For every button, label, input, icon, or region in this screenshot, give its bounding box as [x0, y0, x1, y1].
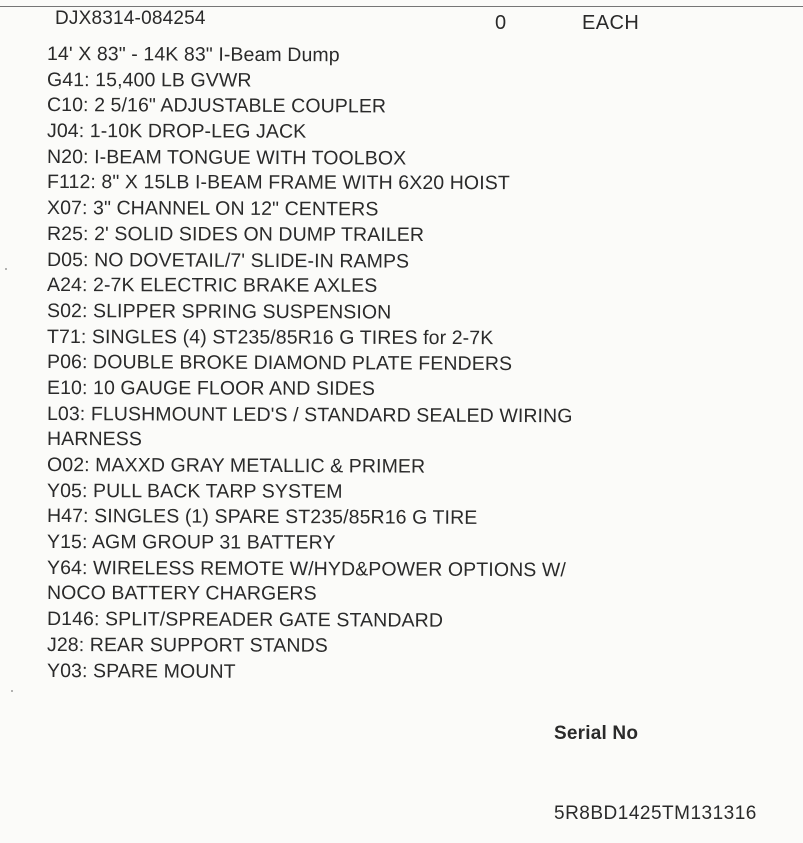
option-line: F112: 8" X 15LB I-BEAM FRAME WITH 6X20 HOIST	[46, 171, 510, 195]
option-line: O02: MAXXD GRAY METALLIC & PRIMER	[46, 454, 426, 478]
option-line: J04: 1-10K DROP-LEG JACK	[46, 120, 307, 143]
option-line: Y03: SPARE MOUNT	[46, 659, 236, 683]
option-line: D146: SPLIT/SPREADER GATE STANDARD	[46, 608, 444, 632]
option-line: N20: I-BEAM TONGUE WITH TOOLBOX	[46, 145, 407, 170]
option-line: Y64: WIRELESS REMOTE W/HYD&POWER OPTIONS W/	[46, 556, 566, 582]
unit-of-measure: EACH	[582, 12, 640, 34]
option-line: S02: SLIPPER SPRING SUSPENSION	[46, 299, 392, 324]
option-line: G41: 15,400 LB GVWR	[46, 68, 252, 92]
option-line: L03: FLUSHMOUNT LED'S / STANDARD SEALED WIRING	[46, 402, 573, 427]
option-line: Y15: AGM GROUP 31 BATTERY	[46, 531, 336, 554]
option-line: T71: SINGLES (4) ST235/85R16 G TIRES for 2-7K	[46, 325, 494, 349]
option-line: X07: 3" CHANNEL ON 12" CENTERS	[46, 197, 379, 221]
option-line: C10: 2 5/16" ADJUSTABLE COUPLER	[46, 94, 387, 118]
description-line: 14' X 83" - 14K 83" I-Beam Dump	[46, 43, 340, 67]
option-line: J28: REAR SUPPORT STANDS	[46, 633, 328, 657]
option-line: P06: DOUBLE BROKE DIAMOND PLATE FENDERS	[46, 351, 513, 376]
serial-number-label: Serial No	[554, 723, 639, 744]
option-line: Y05: PULL BACK TARP SYSTEM	[46, 479, 343, 503]
option-line-continuation: NOCO BATTERY CHARGERS	[46, 582, 317, 606]
scan-speck	[11, 690, 13, 692]
option-line: E10: 10 GAUGE FLOOR AND SIDES	[46, 376, 376, 400]
serial-number-value: 5R8BD1425TM131316	[554, 803, 757, 824]
option-line: D05: NO DOVETAIL/7' SLIDE-IN RAMPS	[46, 248, 410, 273]
scan-speck	[5, 268, 7, 270]
item-code: DJX8314-084254	[55, 8, 206, 29]
option-line: R25: 2' SOLID SIDES ON DUMP TRAILER	[46, 222, 425, 246]
quantity-value: 0	[495, 12, 507, 34]
option-line: A24: 2-7K ELECTRIC BRAKE AXLES	[46, 274, 378, 298]
option-lines-list	[47, 42, 787, 684]
option-line-continuation: HARNESS	[46, 428, 143, 451]
option-line: H47: SINGLES (1) SPARE ST235/85R16 G TIRE	[46, 505, 478, 530]
